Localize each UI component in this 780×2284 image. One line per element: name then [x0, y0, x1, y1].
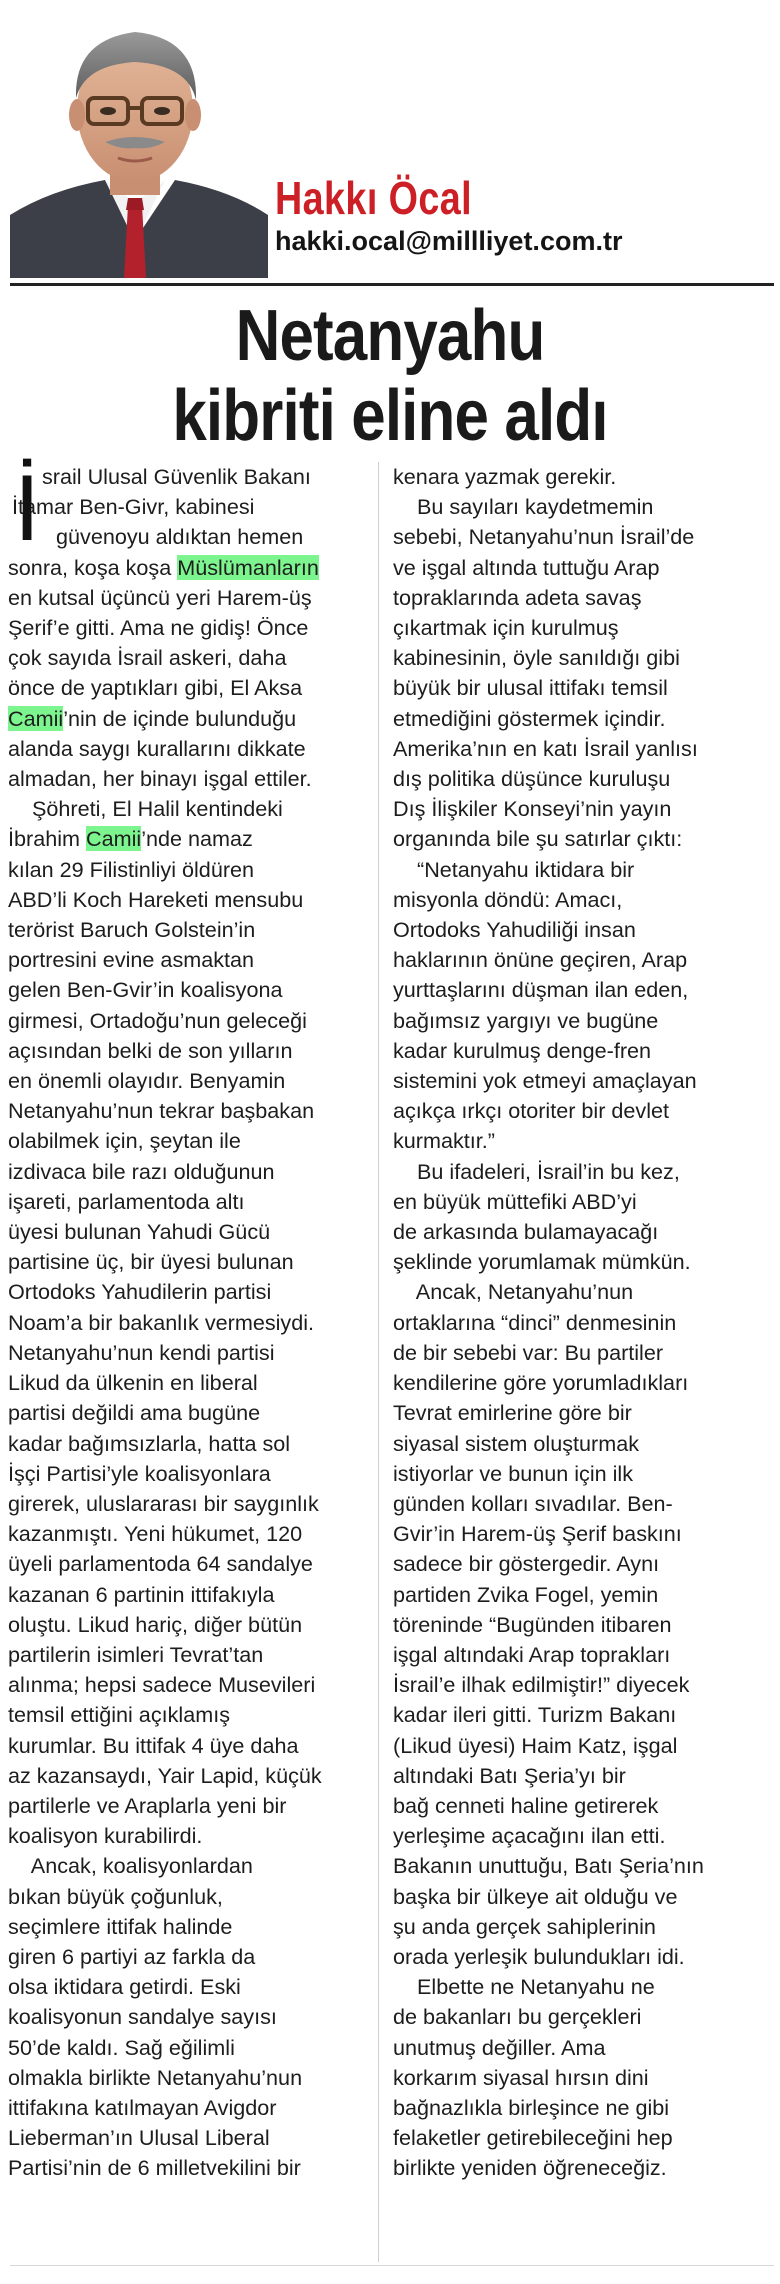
- text-run: 50’de kaldı. Sağ eğilimli: [8, 2034, 235, 2060]
- dropcap: İ: [14, 455, 41, 560]
- text-run: partisine üç, bir üyesi bulunan: [8, 1249, 294, 1275]
- body-line: şu anda gerçek sahiplerinin: [393, 1913, 656, 1939]
- text-run: işareti, parlamentoda altı: [8, 1188, 245, 1214]
- highlighted-word: Camii: [8, 705, 64, 731]
- text-run: ’nin de içinde bulunduğu: [63, 705, 297, 731]
- text-run: koalisyonun sandalye sayısı: [8, 2004, 277, 2030]
- body-line: ortaklarına “dinci” denmesinin: [393, 1309, 677, 1335]
- body-line: felaketler getirebileceğini hep: [393, 2125, 673, 2151]
- body-line: partiden Zvika Fogel, yemin: [393, 1581, 659, 1607]
- text-run: kazanan 6 partinin ittifakıyla: [8, 1581, 275, 1607]
- body-line: Dış İlişkiler Konseyi’nin yayın: [393, 796, 672, 822]
- text-run: gelen Ben-Gvir’in koalisyona: [8, 977, 283, 1003]
- body-line: yerleşime açacağını ilan etti.: [393, 1823, 666, 1849]
- body-line: [8, 2123, 366, 2153]
- body-line: [8, 1942, 366, 1972]
- body-line: birlikte yeniden öğreneceğiz.: [393, 2155, 667, 2181]
- text-run: en önemli olayıdır. Benyamin: [8, 1068, 286, 1094]
- column-right: [393, 462, 749, 2184]
- body-line: [8, 492, 366, 522]
- body-line: günden kolları sıvadılar. Ben-: [393, 1490, 673, 1516]
- text-run: kılan 29 Filistinliyi öldüren: [8, 856, 255, 882]
- body-line: [8, 975, 366, 1005]
- body-line: Ortodoks Yahudiliği insan: [393, 917, 636, 943]
- body-line: topraklarında adeta savaş: [393, 584, 642, 610]
- body-line: işgal altındaki Arap toprakları: [393, 1641, 671, 1667]
- body-line: Elbette ne Netanyahu ne: [393, 1974, 655, 2000]
- byline: [275, 172, 622, 258]
- text-run: terörist Baruch Golstein’in: [8, 917, 256, 943]
- body-line: [8, 1731, 366, 1761]
- text-run: temsil ettiğini açıklamış: [8, 1702, 231, 1728]
- text-run: Ancak, koalisyonlardan: [8, 1853, 253, 1879]
- highlighted-word: Camii: [86, 826, 142, 852]
- body-line: [8, 1549, 366, 1579]
- body-line: [8, 1277, 366, 1307]
- body-line: [8, 673, 366, 703]
- body-line: bağımsız yargıyı ve bugüne: [393, 1007, 659, 1033]
- headline-line-2: kibriti eline aldı: [172, 376, 608, 456]
- body-line: [8, 522, 366, 552]
- body-line: misyonla döndü: Amacı,: [393, 886, 623, 912]
- text-run: kurumlar. Bu ittifak 4 üye daha: [8, 1732, 299, 1758]
- body-line: unutmuş değiller. Ama: [393, 2034, 606, 2060]
- text-run: bıkan büyük çoğunluk,: [8, 1883, 223, 1909]
- body-line: [8, 1519, 366, 1549]
- author-photo: [10, 10, 268, 278]
- body-line: [8, 1398, 366, 1428]
- text-run: Noam’a bir bakanlık vermesiydi.: [8, 1309, 315, 1335]
- body-line: kenara yazmak gerekir.: [393, 464, 617, 489]
- body-line: bağnazlıkla birleşince ne gibi: [393, 2094, 670, 2120]
- body-line: kurmaktır.”: [393, 1128, 495, 1154]
- body-line: [8, 915, 366, 945]
- body-line: [8, 583, 366, 613]
- article-header: [0, 0, 780, 290]
- body-line: istiyorlar ve bunun için ilk: [393, 1460, 634, 1486]
- body-line: (Likud üyesi) Haim Katz, işgal: [393, 1732, 678, 1758]
- headline: [0, 296, 780, 456]
- text-run: koalisyon kurabilirdi.: [8, 1823, 203, 1849]
- body-line: [8, 1700, 366, 1730]
- highlighted-word: Müslümanların: [177, 554, 319, 580]
- body-line: [8, 1791, 366, 1821]
- body-line: Amerika’nın en katı İsrail yanlısı: [393, 735, 698, 761]
- text-run: girmesi, Ortadoğu’nun geleceği: [8, 1007, 307, 1033]
- body-line: siyasal sistem oluşturmak: [393, 1430, 639, 1456]
- text-run: açısından belki de son yılların: [8, 1037, 293, 1063]
- body-line: [8, 824, 366, 854]
- body-line: [8, 1338, 366, 1368]
- text-run: ABD’li Koch Hareketi mensubu: [8, 886, 304, 912]
- body-line: [8, 1761, 366, 1791]
- text-run: olmakla birlikte Netanyahu’nun: [8, 2064, 303, 2090]
- body-line: [8, 1036, 366, 1066]
- text-run: seçimlere ittifak halinde: [8, 1913, 233, 1939]
- text-run: ittifakına katılmayan Avigdor: [8, 2094, 277, 2120]
- body-line: [8, 1640, 366, 1670]
- body-line: [8, 945, 366, 975]
- text-run: sonra, koşa koşa: [8, 554, 178, 580]
- body-line: organında bile şu satırlar çıktı:: [393, 826, 683, 852]
- author-email[interactable]: hakki.ocal@millliyet.com.tr: [275, 226, 623, 256]
- body-line: [8, 643, 366, 673]
- body-line: [8, 2002, 366, 2032]
- body-line: [8, 1429, 366, 1459]
- text-run: partilerle ve Araplarla yeni bir: [8, 1792, 287, 1818]
- text-run: çok sayıda İsrail askeri, daha: [8, 645, 287, 671]
- text-run: oluştu. Likud hariç, diğer bütün: [8, 1611, 303, 1637]
- text-run: Likud da ülkenin en liberal: [8, 1370, 258, 1396]
- body-line: de bakanları bu gerçekleri: [393, 2004, 642, 2030]
- text-run: Netanyahu’nun kendi partisi: [8, 1339, 275, 1365]
- text-run: güvenoyu aldıktan hemen: [56, 524, 304, 550]
- body-line: [8, 1006, 366, 1036]
- body-line: çıkartmak için kurulmuş: [393, 615, 619, 641]
- text-run: partilerin isimleri Tevrat’tan: [8, 1641, 264, 1667]
- body-line: [8, 1972, 366, 2002]
- body-line: de bir sebebi var: Bu partiler: [393, 1339, 664, 1365]
- text-run: az kazansaydı, Yair Lapid, küçük: [8, 1762, 322, 1788]
- column-divider: [378, 462, 379, 2262]
- body-line: [8, 1459, 366, 1489]
- text-run: olsa iktidara getirdi. Eski: [8, 1974, 241, 2000]
- body-line: Tevrat emirlerine göre bir: [393, 1400, 632, 1426]
- body-line: korkarım siyasal hırsın dini: [393, 2064, 649, 2090]
- body-line: [8, 1187, 366, 1217]
- headline-line-1: Netanyahu: [235, 296, 545, 376]
- body-line: dış politika düşünce kuruluşu: [393, 766, 671, 792]
- body-line: büyük bir ulusal ittifakı temsil: [393, 675, 668, 701]
- body-line: etmediğini göstermek içindir.: [393, 705, 666, 731]
- text-run: partisi değildi ama bugüne: [8, 1400, 261, 1426]
- body-line: kadar kurulmuş denge-fren: [393, 1037, 652, 1063]
- text-run: portresini evine asmaktan: [8, 947, 255, 973]
- body-line: [8, 1610, 366, 1640]
- body-line: [8, 764, 366, 794]
- body-line: Gvir’in Harem-üş Şerif baskını: [393, 1521, 682, 1547]
- body-line: [8, 1126, 366, 1156]
- body-line: altındaki Batı Şeria’yı bir: [393, 1762, 626, 1788]
- body-line: [8, 1308, 366, 1338]
- text-run: alınma; hepsi sadece Musevileri: [8, 1672, 316, 1698]
- text-run: Lieberman’ın Ulusal Liberal: [8, 2125, 270, 2151]
- body-line: [8, 1912, 366, 1942]
- text-run: en kutsal üçüncü yeri Harem-üş: [8, 584, 312, 610]
- body-line: [8, 1489, 366, 1519]
- body-line: [8, 855, 366, 885]
- body-line: [8, 2063, 366, 2093]
- text-run: girerek, uluslararası bir saygınlık: [8, 1490, 319, 1516]
- text-run: ’nde namaz: [141, 826, 253, 852]
- body-line: kadar ileri gitti. Turizm Bakanı: [393, 1702, 677, 1728]
- body-line: de arkasında bulamayacağı: [393, 1219, 659, 1245]
- body-line: orada yerleşik bulundukları idi.: [393, 1943, 685, 1969]
- body-line: İsrail’e ilhak edilmiştir!” diyecek: [393, 1672, 690, 1698]
- body-line: [8, 734, 366, 764]
- body-line: şeklinde yorumlamak mümkün.: [393, 1249, 691, 1275]
- bottom-rule: [10, 2265, 774, 2266]
- body-line: [8, 1066, 366, 1096]
- body-line: [8, 1882, 366, 1912]
- body-line: [8, 2093, 366, 2123]
- body-line: [8, 1821, 366, 1851]
- text-run: önce de yaptıkları gibi, El Aksa: [8, 675, 303, 701]
- body-line: yurttaşlarını düşman ilan eden,: [393, 977, 689, 1003]
- text-run: İşçi Partisi’yle koalisyonlara: [8, 1460, 271, 1486]
- body-line: [8, 1157, 366, 1187]
- text-run: giren 6 partiyi az farkla da: [8, 1943, 256, 1969]
- text-run: izdivaca bile razı olduğunun: [8, 1158, 275, 1184]
- body-line: “Netanyahu iktidara bir: [393, 856, 635, 882]
- body-line: [8, 1851, 366, 1881]
- body-line: bağ cenneti haline getirerek: [393, 1792, 659, 1818]
- text-run: srail Ulusal Güvenlik Bakanı: [42, 464, 311, 489]
- text-run: Ortodoks Yahudilerin partisi: [8, 1279, 272, 1305]
- header-rule: [10, 283, 774, 286]
- text-run: İbrahim: [8, 826, 87, 852]
- body-line: en büyük müttefiki ABD’yi: [393, 1188, 637, 1214]
- body-line: Ancak, Netanyahu’nun: [393, 1279, 634, 1305]
- body-line: sebebi, Netanyahu’nun İsrail’de: [393, 524, 695, 550]
- body-line: Bu sayıları kaydetmemin: [393, 494, 654, 520]
- text-run: Şerif’e gitti. Ama ne gidiş! Önce: [8, 615, 309, 641]
- body-line: sadece bir göstergedir. Aynı: [393, 1551, 660, 1577]
- body-line: [8, 613, 366, 643]
- body-line: kendilerine göre yorumladıkları: [393, 1370, 689, 1396]
- body-line: [8, 462, 366, 492]
- author-name: Hakkı Öcal: [275, 172, 473, 224]
- body-line: [8, 553, 366, 583]
- body-line: sistemini yok etmeyi amaçlayan: [393, 1068, 697, 1094]
- body-line: töreninde “Bugünden itibaren: [393, 1611, 672, 1637]
- body-line: [8, 1247, 366, 1277]
- body-line: [8, 794, 366, 824]
- body-line: [8, 1580, 366, 1610]
- body-line: [8, 1670, 366, 1700]
- text-run: Şöhreti, El Halil kentindeki: [8, 796, 283, 822]
- body-line: kabinesinin, öyle sanıldığı gibi: [393, 645, 680, 671]
- body-line: [8, 2033, 366, 2063]
- text-run: alanda saygı kurallarını dikkate: [8, 735, 306, 761]
- text-run: almadan, her binayı işgal ettiler.: [8, 766, 312, 792]
- text-run: İtamar Ben-Givr, kabinesi: [12, 494, 255, 520]
- text-run: üyeli parlamentoda 64 sandalye: [8, 1551, 313, 1577]
- text-run: kadar bağımsızlarla, hatta sol: [8, 1430, 291, 1456]
- body-line: [8, 1368, 366, 1398]
- body-line: ve işgal altında tuttuğu Arap: [393, 554, 660, 580]
- text-run: Netanyahu’nun tekrar başbakan: [8, 1098, 315, 1124]
- text-run: üyesi bulunan Yahudi Gücü: [8, 1219, 271, 1245]
- body-line: [8, 885, 366, 915]
- body-line: Bu ifadeleri, İsrail’in bu kez,: [393, 1158, 680, 1184]
- body-line: [8, 704, 366, 734]
- body-line: açıkça ırkçı otoriter bir devlet: [393, 1098, 670, 1124]
- body-line: haklarının önüne geçiren, Arap: [393, 947, 688, 973]
- body-line: [8, 2153, 366, 2183]
- text-run: Partisi’nin de 6 milletvekilini bir: [8, 2155, 301, 2181]
- text-run: kazanmıştı. Yeni hükumet, 120: [8, 1521, 303, 1547]
- text-run: olabilmek için, şeytan ile: [8, 1128, 241, 1154]
- column-left: [8, 455, 366, 2184]
- body-line: Bakanın unuttuğu, Batı Şeria’nın: [393, 1853, 704, 1879]
- body-line: [8, 1096, 366, 1126]
- body-line: [8, 1217, 366, 1247]
- body-line: başka bir ülkeye ait olduğu ve: [393, 1883, 678, 1909]
